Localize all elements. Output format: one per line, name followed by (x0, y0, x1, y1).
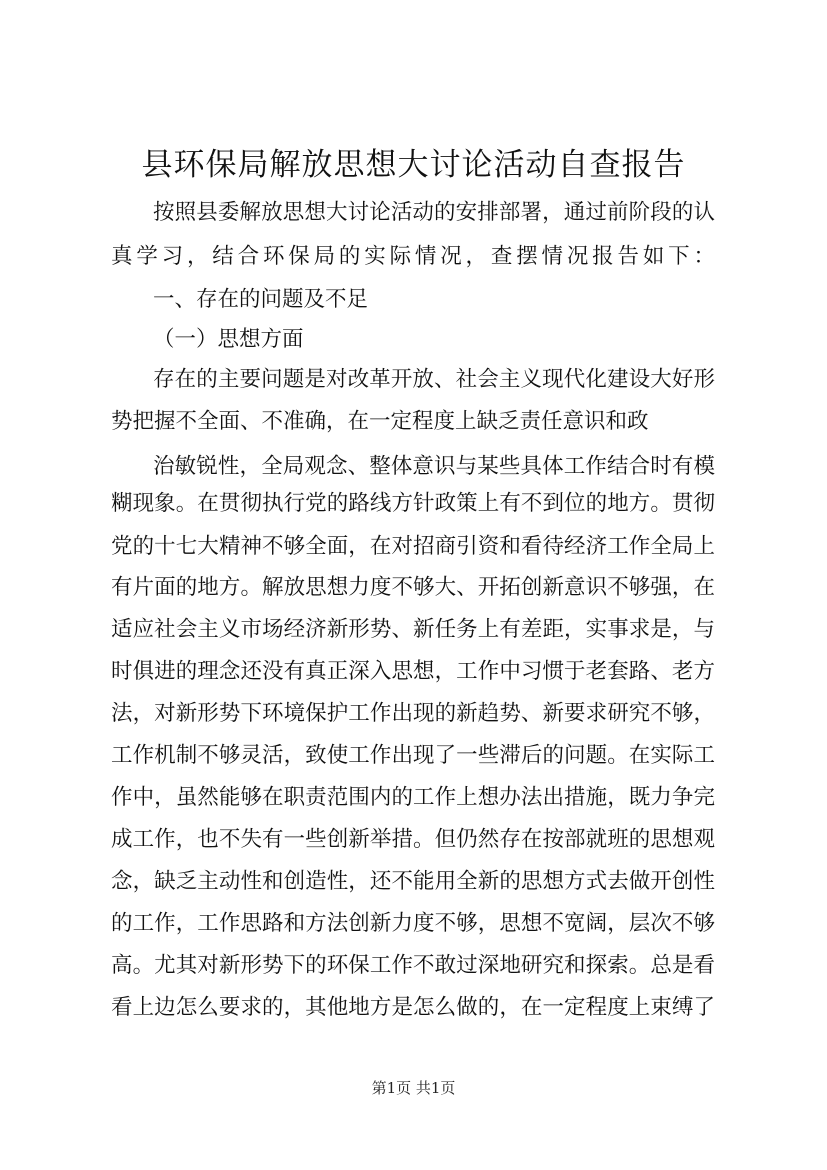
para2-line-1: 治敏锐性，全局观念、整体意识与某些具体工作结合时有模 (153, 454, 715, 479)
page-number-footer: 第1页 共1页 (371, 1079, 456, 1097)
para2-line-13: 高。尤其对新形势下的环保工作不敢过深地研究和探索。总是看 (111, 953, 715, 978)
document-title: 县环保局解放思想大讨论活动自查报告 (141, 147, 686, 183)
para2-line-14: 看上边怎么要求的，其他地方是怎么做的，在一定程度上束缚了 (111, 995, 715, 1020)
para2-line-4: 有片面的地方。解放思想力度不够大、开拓创新意识不够强，在 (111, 575, 715, 600)
para1-line-2: 势把握不全面、不准确，在一定程度上缺乏责任意识和政 (111, 409, 649, 434)
para2-line-5: 适应社会主义市场经济新形势、新任务上有差距，实事求是，与 (111, 617, 715, 642)
intro-line-2: 真学习，结合环保局的实际情况，查摆情况报告如下： (111, 244, 715, 269)
subsection-heading: （一）思想方面 (153, 327, 304, 352)
para2-line-3: 党的十七大精神不够全面，在对招商引资和看待经济工作全局上 (111, 534, 715, 559)
section-heading: 一、存在的问题及不足 (153, 287, 369, 312)
para2-line-10: 成工作，也不失有一些创新举措。但仍然存在按部就班的思想观 (111, 827, 715, 852)
para1-line-1: 存在的主要问题是对改革开放、社会主义现代化建设大好形 (153, 367, 715, 392)
para2-line-6: 时俱进的理念还没有真正深入思想，工作中习惯于老套路、老方 (111, 659, 715, 684)
para2-line-7: 法，对新形势下环境保护工作出现的新趋势、新要求研究不够， (111, 701, 715, 726)
para2-line-11: 念，缺乏主动性和创造性，还不能用全新的思想方式去做开创性 (111, 869, 715, 894)
para2-line-9: 作中，虽然能够在职责范围内的工作上想办法出措施，既力争完 (111, 785, 715, 810)
para2-line-8: 工作机制不够灵活，致使工作出现了一些滞后的问题。在实际工 (111, 743, 715, 768)
para2-line-2: 糊现象。在贯彻执行党的路线方针政策上有不到位的地方。贯彻 (111, 491, 715, 516)
intro-line-1: 按照县委解放思想大讨论活动的安排部署，通过前阶段的认 (153, 200, 715, 225)
para2-line-12: 的工作，工作思路和方法创新力度不够，思想不宽阔，层次不够 (111, 911, 715, 936)
